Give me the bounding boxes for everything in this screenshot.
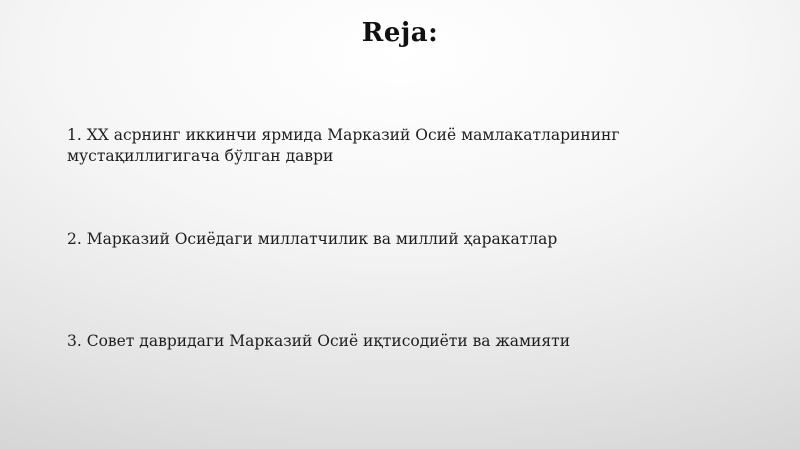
- plan-item-3: 3. Совет давридаги Марказий Осиё иқтисодиёти ва жамияти: [67, 332, 571, 350]
- slide-title: Reja:: [361, 18, 439, 48]
- plan-item-2: 2. Марказий Осиёдаги миллатчилик ва миллий ҳаракатлар: [67, 230, 558, 248]
- plan-item-1: 1. XX асрнинг иккинчи ярмида Марказий Осиё мамлакатларининг мустақиллигигача бўлган даври: [67, 126, 620, 165]
